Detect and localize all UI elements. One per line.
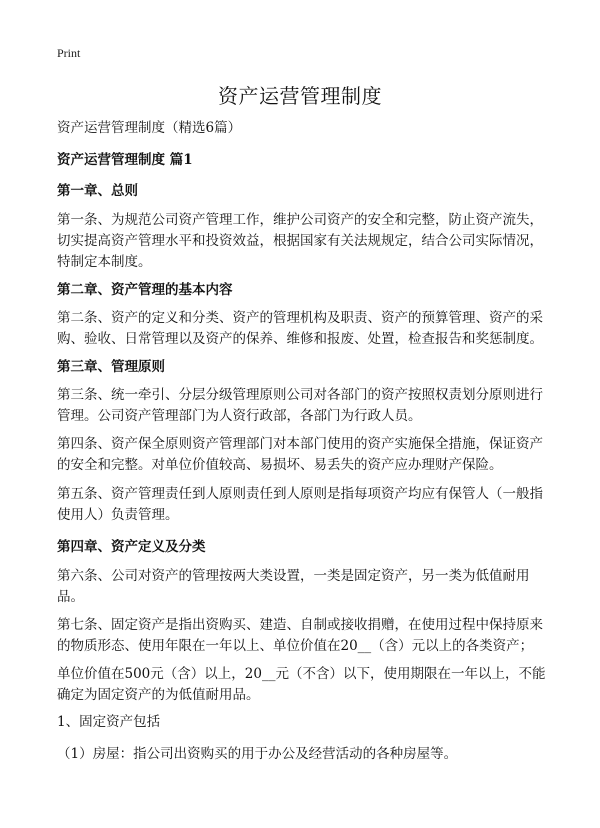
unit-value-paragraph: 单位价值在500元（含）以上，20__元（不含）以下，使用期限在一年以上，不能确定为固定资产的为低值耐用品。	[57, 666, 546, 703]
chapter-4-heading: 第四章、资产定义及分类	[57, 539, 206, 555]
document-subtitle: 资产运营管理制度（精选6篇）	[57, 120, 242, 136]
article-3: 第三条、统一牵引、分层分级管理原则公司对各部门的资产按照权责划分原则进行管理。公司资产管理部门为人资行政部，各部门为行政人员。	[57, 387, 543, 424]
document-title: 资产运营管理制度	[218, 84, 382, 108]
article-7: 第七条、固定资产是指出资购买、建造、自制或接收捐赠，在使用过程中保持原来的物质形态、使用年限在一年以上、单位价值在20__（含）元以上的各类资产；	[57, 617, 543, 654]
chapter-1-heading: 第一章、总则	[57, 183, 138, 199]
chapter-3-heading: 第三章、管理原则	[57, 359, 165, 375]
article-1: 第一条、为规范公司资产管理工作，维护公司资产的安全和完整，防止资产流失，切实提高资产管理水平和投资效益，根据国家有关法规规定，结合公司实际情况，特制定本制度。	[57, 212, 543, 270]
list-item-1: （1）房屋：指公司出资购买的用于办公及经营活动的各种房屋等。	[57, 746, 458, 762]
list-heading: 1、固定资产包括	[57, 714, 161, 730]
chapter-2-heading: 第二章、资产管理的基本内容	[57, 282, 233, 298]
article-6: 第六条、公司对资产的管理按两大类设置，一类是固定资产，另一类为低值耐用品。	[57, 568, 530, 605]
article-2: 第二条、资产的定义和分类、资产的管理机构及职责、资产的预算管理、资产的采购、验收、日常管理以及资产的保养、维修和报废、处置，检查报告和奖惩制度。	[57, 310, 543, 347]
section-title: 资产运营管理制度 篇1	[57, 152, 193, 168]
article-4: 第四条、资产保全原则资产管理部门对本部门使用的资产实施保全措施，保证资产的安全和完整。对单位价值较高、易损坏、易丢失的资产应办理财产保险。	[57, 436, 543, 473]
print-label: Print	[57, 46, 81, 60]
article-5: 第五条、资产管理责任到人原则责任到人原则是指每项资产均应有保管人（一般指使用人）负责管理。	[57, 486, 543, 523]
